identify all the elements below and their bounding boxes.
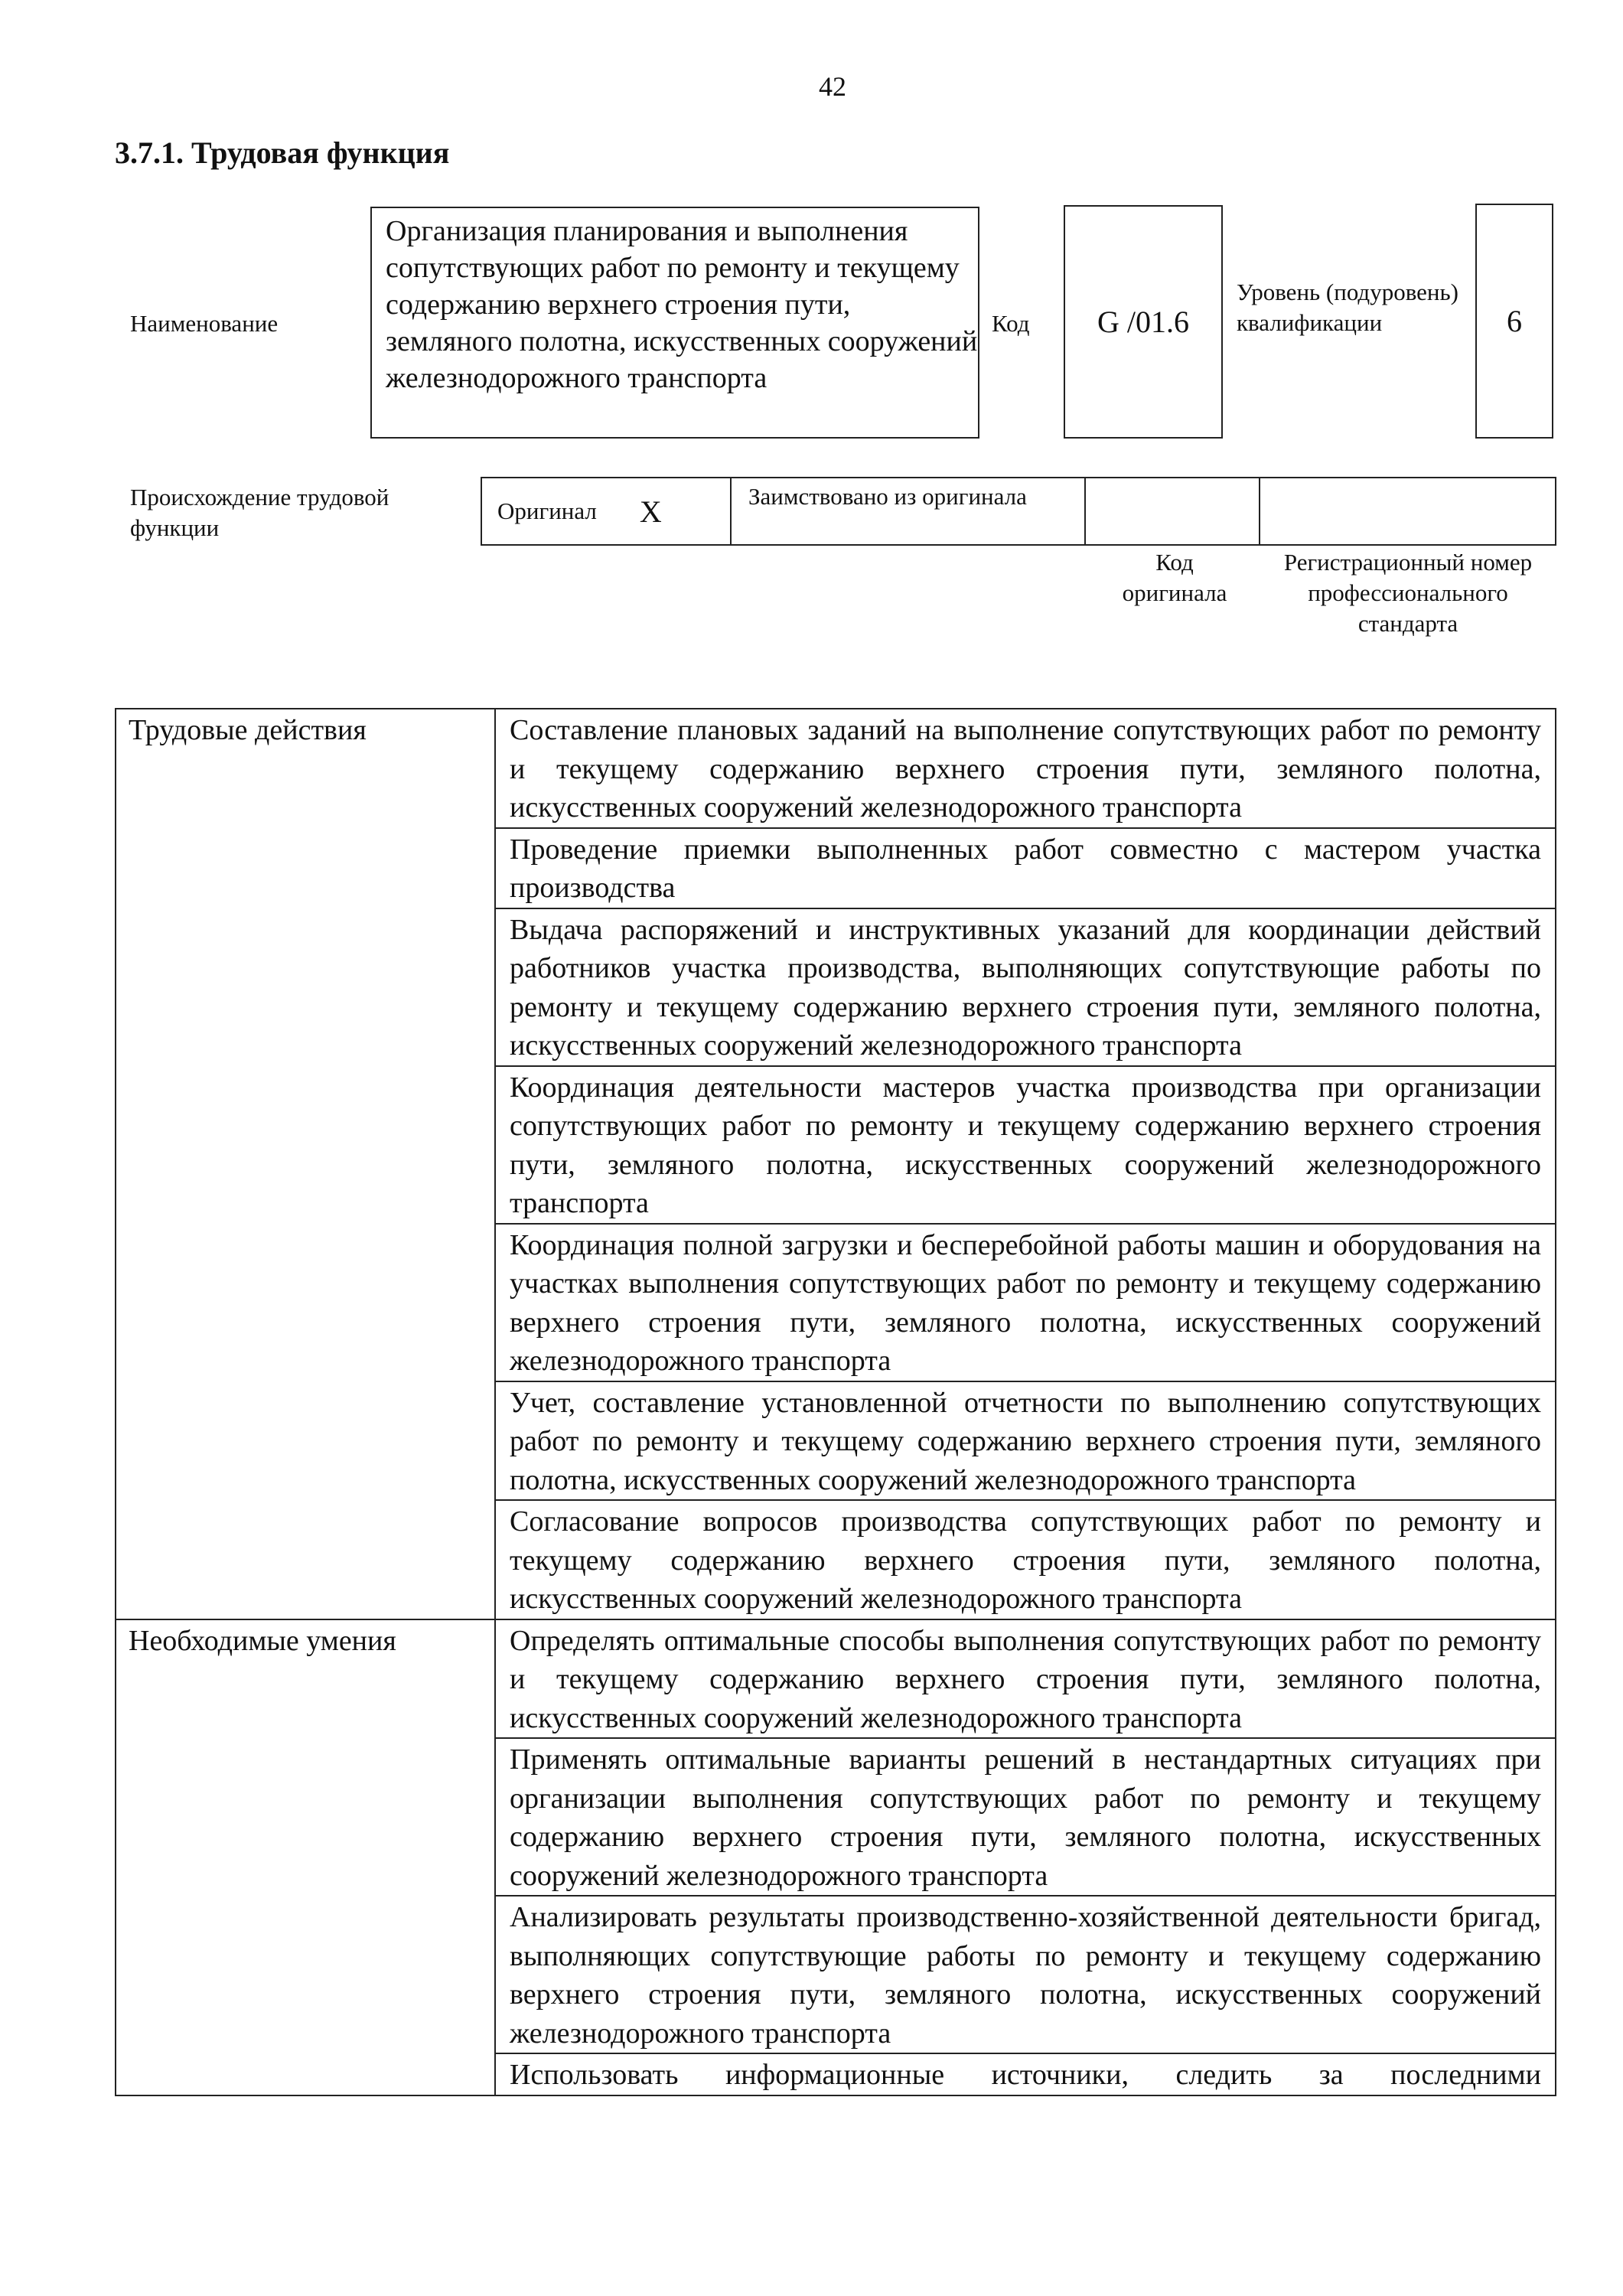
reg-number-cell: [1260, 478, 1555, 544]
qualification-level-label: Уровень (подуровень) квалификации: [1237, 279, 1458, 336]
skill-item: Применять оптимальные варианты решений в нестандартных ситуациях при организации выполнения сопутствующих работ по ремонту и текущему содержанию верхнего строения пути, земляного полотна, искусственных сооружений железнодорожного транспорта: [495, 1738, 1556, 1896]
function-name-box: Организация планирования и выполнения сопутствующих работ по ремонту и текущему содержанию верхнего строения пути, земляного полотна, искусственных сооружений железнодорожного транспорта: [370, 207, 979, 439]
skill-item: Анализировать результаты производственно-хозяйственной деятельности бригад, выполняющих сопутствующие работы по ремонту и текущему содержанию верхнего строения пути, земляного полотна, искусственных сооружений железнодорожного транспорта: [495, 1896, 1556, 2053]
code-value-box: [1064, 205, 1223, 439]
origin-original-cell: [482, 478, 732, 544]
code-value: G /01.6: [1097, 305, 1189, 339]
original-code-caption: Код оригинала: [1122, 549, 1227, 606]
labor-action-item: Согласование вопросов производства сопутствующих работ по ремонту и текущему содержанию верхнего строения пути, земляного полотна, искусственных сооружений железнодорожного транспорта: [495, 1500, 1556, 1619]
skill-item: Определять оптимальные способы выполнения сопутствующих работ по ремонту и текущему содержанию верхнего строения пути, земляного полотна, искусственных сооружений железнодорожного транспорта: [495, 1619, 1556, 1739]
reg-number-caption: Регистрационный номер профессионального стандарта: [1283, 549, 1533, 637]
skill-item: Использовать информационные источники, следить за последними: [495, 2053, 1556, 2095]
table-row: [116, 1619, 1556, 1739]
borrowed-label: Заимствовано из оригинала: [732, 478, 1086, 544]
section-header-required-skills: Необходимые умения: [116, 1619, 495, 2095]
labor-action-item: Выдача распоряжений и инструктивных указаний для координации действий работников участка производства, выполняющих сопутствующие работы по ремонту и текущему содержанию верхнего строения пути, земляного полотна, искусственных сооружений железнодорожного транспорта: [495, 908, 1556, 1066]
labor-action-item: Учет, составление установленной отчетности по выполнению сопутствующих работ по ремонту и текущему содержанию верхнего строения пути, земляного полотна, искусственных сооружений железнодорожного транспорта: [495, 1381, 1556, 1501]
qualification-level-box: [1475, 204, 1553, 439]
page-number: 42: [819, 71, 846, 102]
original-code-cell: [1086, 478, 1260, 544]
origin-row: [481, 477, 1556, 546]
labor-action-item: Координация полной загрузки и бесперебойной работы машин и оборудования на участках выполнения сопутствующих работ по ремонту и текущему содержанию верхнего строения пути, земляного полотна, искусственных сооружений железнодорожного транспорта: [495, 1224, 1556, 1381]
labor-action-item: Координация деятельности мастеров участка производства при организации сопутствующих работ по ремонту и текущему содержанию верхнего строения пути, земляного полотна, искусственных сооружений железнодорожного транспорта: [495, 1066, 1556, 1224]
section-header-labor-actions: Трудовые действия: [116, 709, 495, 1619]
qualification-level-value: 6: [1507, 304, 1522, 338]
code-label: Код: [992, 310, 1030, 337]
labor-action-item: Проведение приемки выполненных работ совместно с мастером участка производства: [495, 828, 1556, 908]
table-row: [116, 709, 1556, 828]
original-label: Оригинал: [497, 497, 597, 524]
name-label: Наименование: [130, 310, 279, 337]
function-details-table: [115, 708, 1556, 2096]
original-mark: X: [639, 494, 662, 529]
origin-label: Происхождение трудовой функции: [130, 484, 389, 541]
labor-action-item: Составление плановых заданий на выполнение сопутствующих работ по ремонту и текущему содержанию верхнего строения пути, земляного полотна, искусственных сооружений железнодорожного транспорта: [495, 709, 1556, 828]
section-heading: 3.7.1. Трудовая функция: [115, 135, 450, 170]
